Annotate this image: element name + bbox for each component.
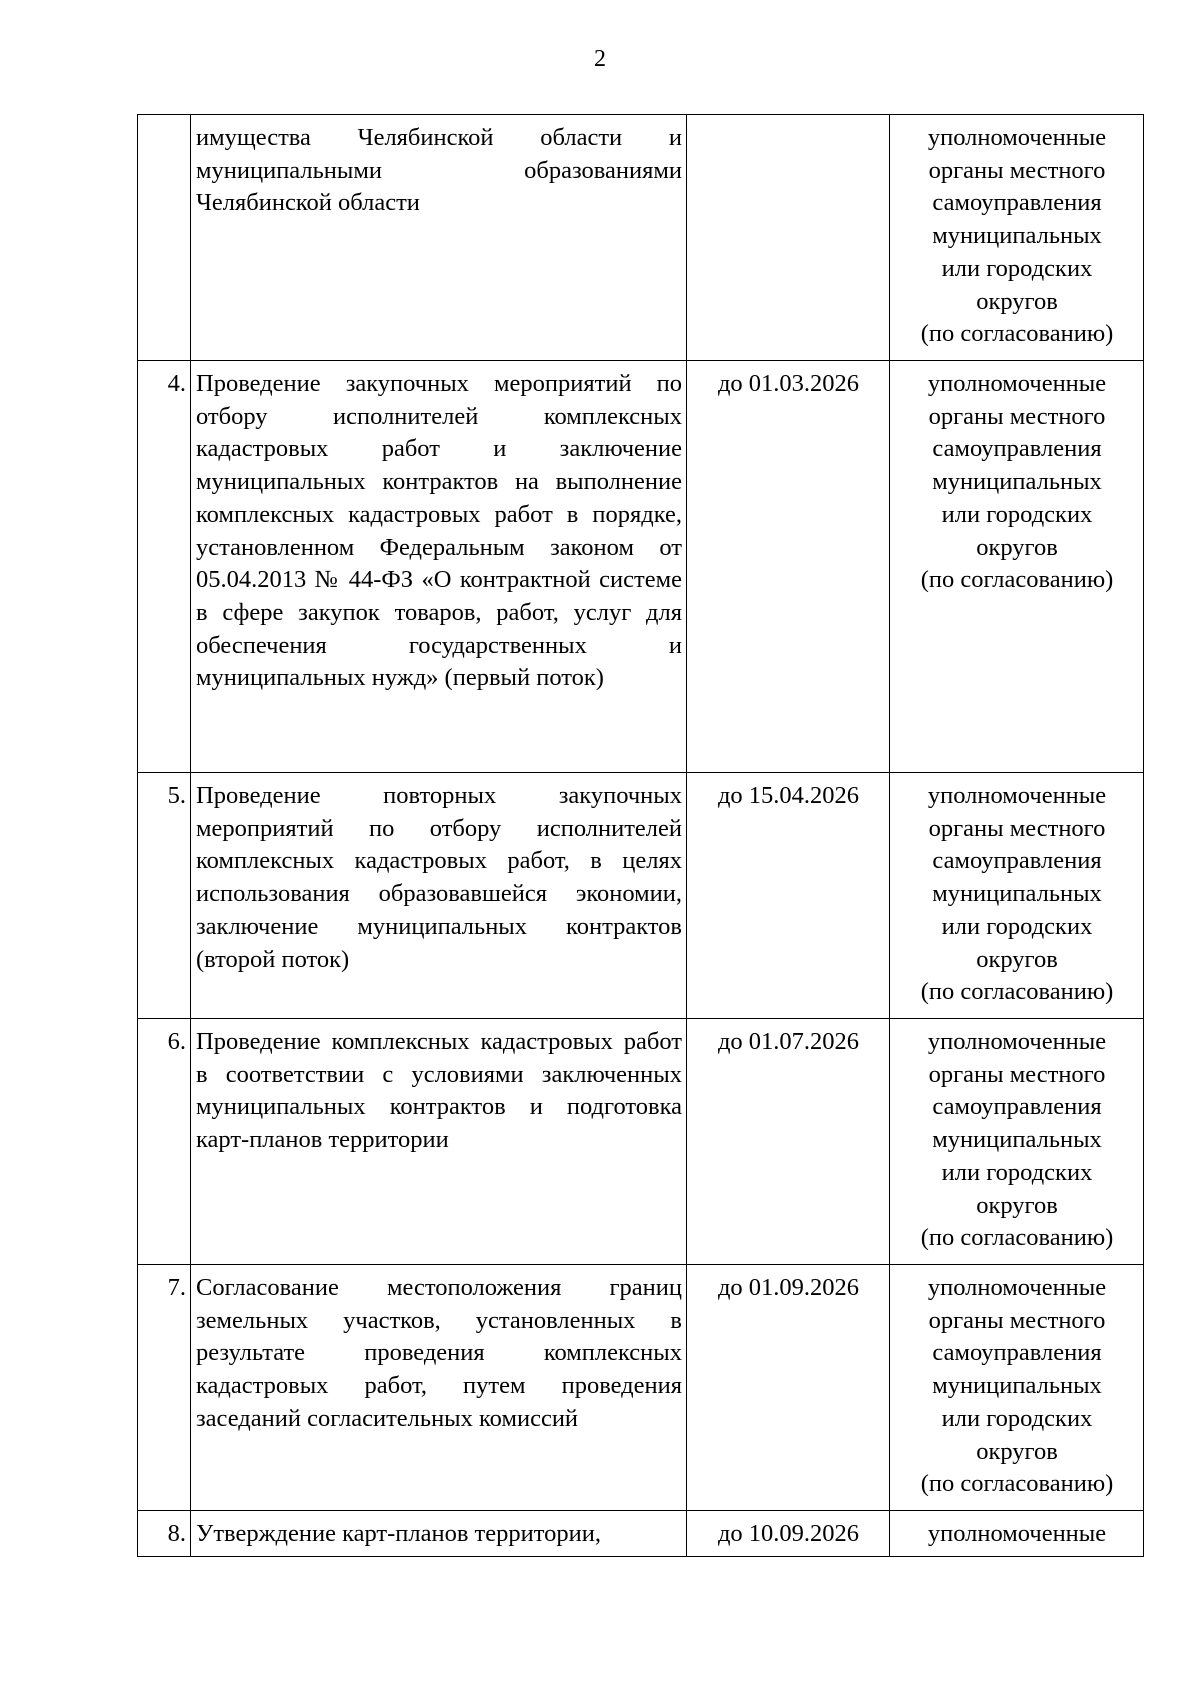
activity-name: Проведение закупочных мероприятий по отбору исполнителей комплексных кадастровых работ и заключение муниципальных контрактов на выполнение комплексных кадастровых работ в порядке, установленном Федеральным законом от 05.04.2013 № 44-ФЗ «О контрактной системе в сфере закупок товаров, работ, услуг для обеспечения государственных и муниципальных нужд» (первый поток)	[191, 361, 687, 773]
deadline	[687, 115, 890, 361]
executor-line: округов	[976, 1437, 1058, 1465]
executor-line: уполномоченные	[927, 124, 1107, 151]
table-row	[138, 1265, 1144, 1511]
executor-line: или городских	[941, 912, 1093, 940]
page-number: 2	[594, 46, 606, 72]
executor-line: уполномоченные	[927, 1028, 1107, 1055]
executor-line: уполномоченные	[927, 782, 1107, 809]
executor-line: муниципальных	[932, 468, 1102, 496]
activity-name: Проведение повторных закупочных мероприятий по отбору исполнителей комплексных кадастровых работ, в целях использования образовавшейся экономии, заключение муниципальных контрактов (второй поток)	[191, 773, 687, 1019]
activity-name: имущества Челябинской области и муниципальными образованиями Челябинской области	[191, 115, 687, 361]
activity-name: Утверждение карт-планов территории,	[191, 1511, 687, 1557]
executor-line: муниципальных	[932, 222, 1102, 250]
executor-line: органы местного	[928, 402, 1106, 430]
executor-line: органы местного	[928, 1060, 1106, 1088]
executor	[890, 1265, 1144, 1511]
executor-line: муниципальных	[932, 1372, 1102, 1400]
executor-line: или городских	[941, 1404, 1093, 1432]
executor-line: самоуправления	[932, 189, 1102, 217]
executor-line: самоуправления	[932, 1093, 1102, 1121]
executor-line: округов	[976, 287, 1058, 315]
table-row	[138, 1511, 1144, 1557]
executor	[890, 115, 1144, 361]
table-row	[138, 115, 1144, 361]
executor-line: самоуправления	[932, 847, 1102, 875]
table-row	[138, 361, 1144, 773]
executor-line: или городских	[941, 500, 1093, 528]
executor-line: самоуправления	[932, 435, 1102, 463]
table-row	[138, 1019, 1144, 1265]
row-number: 6.	[138, 1019, 191, 1265]
executor-line: (по согласованию)	[920, 978, 1114, 1006]
row-number	[138, 115, 191, 361]
executor-line: (по согласованию)	[920, 566, 1114, 594]
executor-line: (по согласованию)	[920, 1224, 1114, 1252]
executor-line: округов	[976, 533, 1058, 561]
executor-line: самоуправления	[932, 1339, 1102, 1367]
executor-line: уполномоченные	[927, 1274, 1107, 1301]
executor	[890, 773, 1144, 1019]
activity-name: Проведение комплексных кадастровых работ в соответствии с условиями заключенных муниципальных контрактов и подготовка карт-планов территории	[191, 1019, 687, 1265]
executor-line: органы местного	[928, 814, 1106, 842]
deadline: до 10.09.2026	[687, 1511, 890, 1557]
executor-line: или городских	[941, 1158, 1093, 1186]
executor-line: (по согласованию)	[920, 320, 1114, 348]
executor-line: уполномоченные	[927, 370, 1107, 397]
activity-name: Согласование местоположения границ земельных участков, установленных в результате проведения комплексных кадастровых работ, путем проведения заседаний согласительных комиссий	[191, 1265, 687, 1511]
executor	[890, 1019, 1144, 1265]
row-number: 7.	[138, 1265, 191, 1511]
executor	[890, 361, 1144, 773]
executor-line: или городских	[941, 254, 1093, 282]
row-number: 4.	[138, 361, 191, 773]
executor-line: органы местного	[928, 156, 1106, 184]
table-row	[138, 773, 1144, 1019]
deadline: до 15.04.2026	[687, 773, 890, 1019]
executor-line: органы местного	[928, 1306, 1106, 1334]
plan-table	[137, 114, 1144, 1557]
executor-line: муниципальных	[932, 1126, 1102, 1154]
row-number: 8.	[138, 1511, 191, 1557]
executor-line: округов	[976, 945, 1058, 973]
deadline: до 01.03.2026	[687, 361, 890, 773]
executor-line: уполномоченные	[927, 1520, 1107, 1547]
deadline: до 01.09.2026	[687, 1265, 890, 1511]
executor	[890, 1511, 1144, 1557]
executor-line: муниципальных	[932, 880, 1102, 908]
row-number: 5.	[138, 773, 191, 1019]
executor-line: округов	[976, 1191, 1058, 1219]
executor-line: (по согласованию)	[920, 1470, 1114, 1498]
deadline: до 01.07.2026	[687, 1019, 890, 1265]
